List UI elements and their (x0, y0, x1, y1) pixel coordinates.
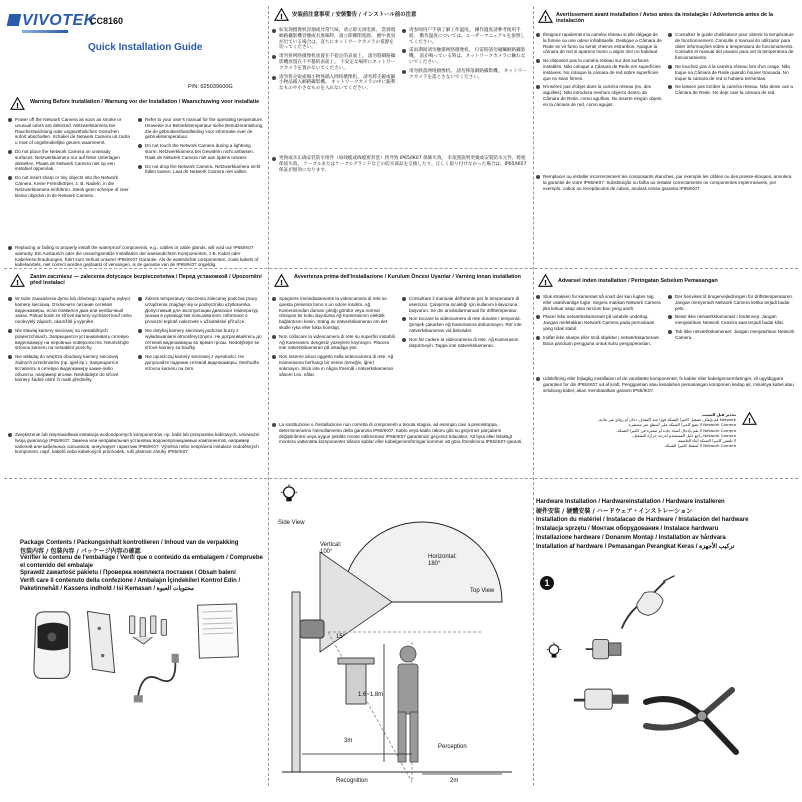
model-number: CC8160 (90, 16, 124, 26)
bullet-icon (8, 176, 12, 180)
list-item: Nie upuszczaj kamery sieciowej z wysokości. Не допускайте падения сетевой видеокамеры. Neshoďte síťovou kameru na zem. (138, 354, 264, 371)
list-item: Do not place the Network Camera on unsteady surfaces. Netzwerkkamera nur auf feste Unterlagen abstellen. Plaats de Netwerk Camera niet op een instabiel oppervlak. (8, 149, 130, 172)
part-number: P/N: 625039600G (188, 84, 233, 90)
bullet-icon (668, 295, 672, 299)
bullet-icon (8, 150, 12, 154)
list-item: Consultare il manuale dell'utente per le temperature di esercizio. Çalışırma sıcaklığı için kullanım kılavuzuna başvurun. Se din användarmanual för drifttemperatur. (402, 296, 528, 313)
bullet-icon (8, 118, 12, 122)
warning-triangle-icon (742, 412, 757, 425)
bullet-icon (402, 338, 406, 342)
bullet-icon (536, 85, 540, 89)
rj45-connector-illustration (572, 678, 636, 724)
bullet-icon (402, 49, 406, 53)
bullet-icon (402, 29, 406, 33)
svg-text:!: ! (747, 415, 752, 425)
doc-title: Quick Installation Guide (88, 42, 203, 53)
list-item: Replacing or failing to properly install the waterproof components, e.g., cables or cable glands, will void our IP65/IK07 warranty. Ein Austausch oder die unsachgemäße Installation der wasserdichten Komponenten, z.B. Kabel oder Kabelverschraubungen, führt zum Verlust unserer IP65/IK07 Garantie. Als de waterdichte componenten, zoals kabels of kabelwartels, niet correct worden geplaatst of vervangen, is de garantie van de IP65/IK07 ongeldig. (8, 245, 264, 268)
warning-fr-bottom (536, 174, 796, 194)
svg-text:!: ! (279, 11, 284, 21)
list-item: Nie wkładaj do wnętrza obudowy kamery sieciowej żadnych przedmiotów (np. igieł itp.). Запрещается вставлять в сетевую видеокамеру какие-либо объекты, например иголки. Nevkládejte do síťové kamery žádné ostré či malé předměty. (8, 354, 132, 383)
list-item: Refer to your user's manual for the operating temperature. Hinweise zur Betriebstemperatur siehe Benutzeranleitung. Zie de gebruikershandleiding voor informatie over de gebruikstemperatuur. (138, 117, 264, 140)
list-item: 请勿跌落网络摄像机。 請勿摔落網路攝影機。 ネットワークカメラを落とさないでください。 (402, 69, 528, 81)
list-item: 更换或未正确安装防水组件（如线缆或线缆密封套）将导致 IP65/IK07 保修失效。 未依照說明更換或安裝防水元件，將使保固失效。 ケーブルまたはケーブルグランドなどの防水部品を交換したり、正しく取り付けなかった場合は、IP65/IK07 保証が無効になります。 (272, 156, 528, 173)
list-item: Zwiększenie lub nieprawidłowa instalacja wodoodpornych komponentów, np. kabli lub przepustów kablowych, unieważni twoją gwarancję IP65/IK07. Замена или неправильная установка водонепроницаемых компонентов, например кабелей или кабельных сальников, аннулирует гарантию IP65/IK07. Výměna nebo nesprávná instalace vodotěsných komponent, např. kabelů nebo kabelových průchodek, ruší platnost záruky IP65/IK07. (8, 432, 264, 455)
list-item: Tab ikke netværkskameraet. Jangan menjatuhkan Network Camera. (668, 329, 796, 341)
bullet-icon (138, 118, 142, 122)
warning-fr-right-list (668, 32, 796, 99)
list-item: N'insérez pas d'objet dans la caméra réseau (ex. des aiguilles). Não introduza nenhum objecto dentro da Câmara de Rede, como agulhas. No inserte ningún objeto en la cámara de red, como agujas. (536, 84, 662, 107)
list-item: 请勿将尖锐或细小物体插入网络摄像机。 請勿將尖銳或細小物品插入網路攝影機。 ネットワークカメラの中に鋭利なものや小さなものを入れないでください。 (272, 75, 396, 92)
list-item: 请勿将网络摄像机放置在不稳定的表面上。 請勿將網路攝影機放置在不平穩的表面上。 不安定な場所にネットワークカメラを置かないでください。 (272, 54, 396, 71)
lightbulb-tip-icon (546, 642, 562, 662)
warning-it-bottom (272, 422, 528, 448)
list-item: Power off the Network Camera as soon as smoke or unusual odors are detected. Netzwerkkamera bei Rauchentwicklung oder ungewöhnlichen Gerüchen sofort abschalten. Schakel de Netwerk Camera uit zodra u rook of ongebruikelijke geuren waarneemt. (8, 117, 130, 146)
bullet-icon (8, 329, 12, 333)
bullet-icon (536, 33, 540, 37)
list-item: La sostituzione o l'installazione non corretta di componenti a tenuta stagna, ad esempio cavi o premistoppa, determineranno l'annullamento della garanzia IP65/IK07. Kablo veya kablo rakoru gibi su geçirmez parçaların değiştirilmesi veya uygun şekilde monte edilmemesi IP65/IK07 garantimizi geçersiz kılacaktır. Att byta eller felaktigt montera vattentäta komponenter såsom kablar eller kabelgenomföringar kommer att göra föreskrivna IP65/IK07-garanti. (272, 422, 528, 445)
bullet-icon (536, 295, 540, 299)
warning-cjk-right-list (402, 28, 528, 83)
list-item: 如发现摄像机冒烟或异常气味，请立即关闭电源。 當發現網路攝影機冒煙或有異味時，請立即關閉電源。 煙や異臭が出ている場合は、直ちにネットワークカメラの電源を切ってください。 (272, 28, 396, 51)
warning-id-section (536, 272, 798, 472)
field-of-view-diagram (272, 482, 530, 798)
list-item: W razie zauważenia dymu lub dziwnego zapachu wyłącz kamerę sieciową. Отключите питание сетевой видеокамеры, если появился дым или необычный запах. Pokud bude ze síťové kamery vycházet kouř nebo neobvyklý zápach, okamžitě ji vypněte. (8, 296, 132, 325)
perception-distance: 2m (450, 778, 459, 784)
warning-triangle-icon (274, 8, 289, 21)
warning-left-list (8, 117, 130, 201)
bullet-icon (8, 297, 12, 301)
panel-divider (268, 6, 269, 786)
hardware-installation-section (536, 482, 798, 798)
warning-pl-ru-section (8, 272, 266, 472)
installation-diagram-section (272, 482, 530, 798)
panel-divider (533, 6, 534, 786)
cable-illustration (132, 652, 186, 706)
warning-title: Warning Before Installation / Warnung vor der Installation / Waarschuwing voor installatie (30, 99, 260, 105)
warning-triangle-icon (538, 274, 553, 287)
tilt-angle-label: 15° (336, 634, 346, 640)
package-contents-section (8, 482, 266, 798)
svg-text:!: ! (15, 277, 20, 287)
warning-fr-left-list (536, 32, 662, 111)
logo-mark-icon (7, 14, 22, 26)
bullet-icon (138, 144, 142, 148)
list-item: Sluk straksen for kameraet så snart der kan lugtes røg eller usædvanlige lugte. Segera matikan Network Camera jika keluar asap atau tercium bau yang aneh. (536, 294, 662, 311)
list-item: Nie stawiaj kamery sieciowej na niestabilnych powierzchniach. Запрещается устанавливать сетевую видеокамеру на неровных поверхностях. Neumisťujte síťovou kameru na nestabilní povrchy. (8, 328, 132, 351)
horizontal-fov-label: Horizontal: 180° (428, 554, 457, 567)
warning-title: Avertissement avant installation / Aviso antes da instalação / Advertencia antes de la instalación (556, 12, 774, 25)
top-view-label: Top View (470, 588, 495, 594)
bullet-icon (138, 165, 142, 169)
svg-text:!: ! (279, 277, 284, 287)
warning-pl-right-list (138, 296, 264, 375)
svg-text:!: ! (543, 13, 548, 23)
warning-title: 安装前注意事项 / 安裝警告 / インストール前の注意 (292, 12, 417, 18)
bullet-icon (668, 65, 672, 69)
warning-id-bottom (536, 376, 796, 396)
bullet-icon (668, 330, 672, 334)
list-item: Non inserire alcun oggetto nella videocamera di rete. Ağ Kamerasına herhangi bir nesne (örneğin, iğne) sokmayın. Stick inte in några föremål i nätverkskameran såsom t.ex. nålar. (272, 354, 396, 377)
warning-cjk-left-list (272, 28, 396, 95)
bullet-icon (8, 355, 12, 359)
bullet-icon (138, 297, 142, 301)
list-item: Zakres temperatury otoczenia zalecanej podczas pracy urządzenia znajduje się w podręczniku użytkownika. Допустимый для эксплуатации диапазон температур указан в руководстве пользователя. Informace o provozní teplotě naleznete v uživatelské příručce. (138, 296, 264, 325)
warning-id-left-list (536, 294, 662, 349)
bullet-icon (272, 423, 276, 427)
list-item: Non far cadere la videocamera di rete. Ağ Kamerasını düşürmeyin. Tappa inte nätverkskameran. (402, 337, 528, 349)
side-view-label: Side View (278, 520, 305, 526)
list-item: Nie dotykaj kamery sieciowej podczas burzy z wyładowaniami atmosferycznymi. Не дотрагивайтесь до сетевой видеокамеры во время грозы. Nedotýkejte se síťové kamery za bouřky. (138, 328, 264, 351)
arabic-warning-block: تحذير قبل التثبيت Network قم بإيقاف تشغيل كاميرا الشبكة فورًا عند اكتشاف دخان أو روائح غير عادية. Network Camera لا تضع كاميرا الشبكة على أسطح غير مستقرة. Network Camera لا تقم بإدخال أشياء حادة أو صغيرة في كاميرا الشبكة. Network Camera راجع دليل المستخدم لدرجة حرارة التشغيل. لا تلمس كاميرا الشبكة أثناء العاصفة. Network Camera لا تُسقط كاميرا الشبكة. (597, 412, 736, 449)
vivotek-logo: VIVOTEK (8, 12, 96, 30)
bullet-icon (668, 85, 672, 89)
warning-pl-bottom (8, 432, 264, 458)
list-item: Indfør ikke skarpe eller små objekter i netværkskameraet. Baca panduan pengguna untuk suhu pengoperasian. (536, 335, 662, 347)
logo-tagline (22, 30, 68, 33)
panel-divider (4, 478, 798, 479)
warning-triangle-icon (538, 10, 553, 23)
bullet-icon (272, 335, 276, 339)
list-item: Ne disposez pas la caméra réseau sur des surfaces instables. Não coloque a Câmara de Rede em superfícies instáveis. No coloque la cámara de red sobre superficies que no sean firmes. (536, 58, 662, 81)
camera-illustration (28, 610, 74, 682)
bullet-icon (402, 317, 406, 321)
list-item: Non collocare la videocamera di rete su superfici instabili. Ağ Kamerasını dengesiz yüzeylere koymayın. Placera inte nätverkskameran på ostadiga ytor. (272, 334, 396, 351)
bullet-icon (536, 175, 540, 179)
bullet-icon (536, 377, 540, 381)
warning-triangle-icon (10, 97, 25, 110)
list-item: Ne touchez pas à la caméra réseau lors d'un orage. Não toque na Câmara de Rede quando houver trovoada. No toque la cámara de red si hubiera tormentas. (668, 64, 796, 81)
warning-it-right-list (402, 296, 528, 351)
cable-gland-illustration (584, 632, 628, 668)
step-number-badge: 1 (540, 576, 554, 590)
bullet-icon (138, 329, 142, 333)
bullet-icon (8, 433, 12, 437)
list-item: 请参阅用户手册了解工作温度。 操作溫度請參考使用手冊。 動作温度については、ユーザーマニュアルを参照してください。 (402, 28, 528, 45)
warning-before-section (8, 95, 266, 268)
hand-drill-illustration (616, 572, 682, 638)
mounting-plate-illustration (84, 604, 118, 680)
perception-label: Perception (438, 744, 467, 750)
screws-illustration (126, 612, 170, 648)
warning-fr-es-section (536, 8, 798, 208)
bullet-icon (272, 29, 276, 33)
bullet-icon (272, 76, 276, 80)
warning-title: Avvertenza prima dell'installazione / Kurulum Öncesi Uyarılar / Varning innan installation (294, 274, 521, 280)
list-item: Ne laissez pas tomber la caméra réseau. Não deixe cair a Câmara de Rede. No deje caer la cámara de red. (668, 84, 796, 96)
list-item: Spegnere immediatamente la videocamera di rete se questa presenta fumo o un odore insolito. Ağ Kamerasından duman çıktığı görülür veya normal olmayan bir koku duyulursa Ağ Kamerasının elektrik bağlantısını kesin. Stäng av nätverkskameran om det skulle ryka eller lukta konstigt. (272, 296, 396, 331)
list-item: Udskiftning eller fejlagtig installation af de vandtætte komponenter, fx kabler eller kabelgennemføringer, vil ugyldiggøre garantien for din IP65/IK07 ud af kraft. Penggantian atau kesalahan pemasangan komponen kedap air, misalnya kabel atau selubung kabel, akan membatalkan garansi IP65/IK07. (536, 376, 796, 393)
warning-triangle-icon (10, 274, 25, 287)
warning-triangle-icon (274, 274, 289, 287)
bullet-icon (272, 355, 276, 359)
height-label: 1.6~1.8m (358, 692, 384, 698)
bullet-icon (272, 55, 276, 59)
bullet-icon (536, 336, 540, 340)
crimping-tool-illustration (636, 682, 746, 762)
list-item: Placer ikke netværkskameraet på ustabile underlag. Jangan meletakkan Network Camera pada permukaan yang tidak stabil. (536, 314, 662, 331)
package-title: Package Contents / Packungsinhalt kontrollieren / Inhoud van de verpakking 包装内容 / 包裝內容 / パッケージ内容の確認 Vérifier le contenu de l'emballage / Verifi que o conteúdo da embalagem / Compruebe el contenido del embalaje Sprawdź zawartość pakietu / Проверка комплекта поставки / Obsah balení Verifi care il contenuto della confezione / Ambalajın İçindekileri Kontrol Edin / Paketinnehåll / Kassens indhold / Isi Kemasan / محتويات العبوة (20, 540, 263, 592)
bullet-icon (536, 315, 540, 319)
warning-cjk-bottom (272, 156, 528, 176)
list-item: Éteignez rapidement la caméra réseau si elle dégage de la fumée ou une odeur inhabituelle. Desligue a Câmara de Rede se vir fumo ou sentir cheiros estranhos. Apague la cámara de red si aparece humo u algún olor no habitual. (536, 32, 662, 55)
warning-id-right-list (668, 294, 796, 344)
bullet-icon (668, 315, 672, 319)
bullet-icon (272, 157, 276, 161)
warning-it-left-list (272, 296, 396, 380)
list-item: Der henvises til brugervejledningen for driftstemperaturen. Jangan menyentuh Network Camera ketika terjadi badai petir. (668, 294, 796, 311)
warning-title: Advarsel inden installation / Peringatan Sebelum Pemasangan (558, 278, 718, 284)
bullet-icon (272, 297, 276, 301)
list-item: Berør ikke netværkskameraet i tordenvejr. Jangan menjatuhkan Network Camera saat terjadi badai kilat. (668, 314, 796, 326)
list-item: Non toccare la videocamera di rete durante i temporali. Şimşek çakarken Ağ Kamerasına dokunmayın. Rör inte nätverkskameran vid åskväder. (402, 316, 528, 333)
list-item: Remplacer ou installer incorrectement les composants étanches, par exemple les câbles ou des presse-étoupes, annulera la garantie de votre IP65/IK07. Substituição ou falha ao instalar correctamente os componentes impermeáveis, por exemplo, cabos ou receptáculos de cabos, anulará nossa garantia IP65/IK07. (536, 174, 796, 191)
vertical-fov-label: Vertical: 100° (320, 542, 342, 555)
panel-divider (4, 268, 798, 269)
list-item: 雷雨期间请勿触摸网络摄像机。 打雷時請勿碰觸網路攝影機。 雷が鳴っている時は、ネットワークカメラに触れないでください。 (402, 48, 528, 65)
quick-guide-illustration (197, 603, 239, 658)
hardware-title: Hardware Installation / Hardwareinstallation / Hardware installeren 硬件安装 / 硬體安裝 / ハードウェア・インストレーション Installation du matériel / Instalacao de Hardware / Instalación del hardware Instalacja sprzętu / Монтаж оборудования / Instalace hardwaru Installazione hardware / Donanım Montajı / Installation av hårdvara Installation af hardware / Pemasangan Perangkat Keras / تركيب الأجهزة (536, 499, 749, 550)
bullet-icon (402, 70, 406, 74)
warning-it-tr-section (272, 272, 530, 472)
bullet-icon (402, 297, 406, 301)
warning-right-list (138, 117, 264, 178)
recognition-distance: 3m (344, 738, 353, 744)
warning-title: Zanim zaczniesz — zalecenia dotyczące bezpieczeństwa / Перед установкой / Upozornění před instalací (30, 274, 262, 287)
list-item: Consultez le guide d'utilisateur pour obtenir la température de fonctionnement. Consulte o manual do utilizador para obter informações sobre a temperatura de funcionamento. Consulte el manual del usuario para ver la temperatura de funcionamiento. (668, 32, 796, 61)
recognition-label: Recognition (336, 778, 368, 784)
list-item: Do not insert sharp or tiny objects into the Network Camera. Keine Fremdkörper, z. B. Nadeln, in die Netzwerkkamera einführen. Steek geen scherpe of zeer kleine objecten in de Netwerk Camera. (8, 175, 130, 198)
bullet-icon (668, 33, 672, 37)
bullet-icon (536, 59, 540, 63)
warning-cjk-section (272, 8, 530, 208)
list-item: Do not touch the Network Camera during a lightning storm. Netzwerkkamera bei Gewittern nicht anfassen. Raak de Netwerk Camera niet aan tijdens onweer. (138, 143, 264, 160)
svg-text:!: ! (543, 277, 548, 287)
svg-text:!: ! (15, 100, 20, 110)
warning-pl-left-list (8, 296, 132, 386)
bullet-icon (138, 355, 142, 359)
list-item: Do not drop the Network Camera. Netzwerkkamera nicht fallen lassen. Laat de Netwerk Camera niet vallen. (138, 164, 264, 176)
bullet-icon (8, 246, 12, 250)
